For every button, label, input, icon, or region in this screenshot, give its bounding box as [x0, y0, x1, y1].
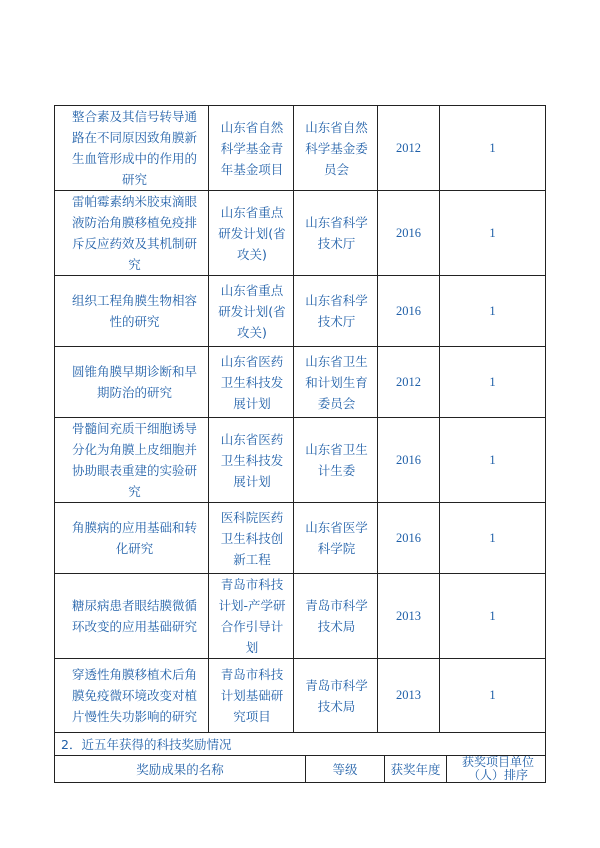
project-type: 山东省自然科学基金青年基金项目: [209, 106, 294, 191]
project-org: 山东省医学科学院: [294, 503, 378, 574]
project-name: 糖尿病患者眼结膜微循环改变的应用基础研究: [55, 574, 209, 659]
project-org: 山东省科学技术厅: [294, 276, 378, 347]
project-rank: 1: [440, 659, 546, 733]
awards-header-row: [55, 756, 546, 783]
research-table: [54, 105, 546, 783]
project-row: [55, 503, 546, 574]
project-rank: 1: [440, 418, 546, 503]
project-row: [55, 191, 546, 276]
project-org: 青岛市科学技术局: [294, 659, 378, 733]
project-name: 穿透性角膜移植术后角膜免疫微环境改变对植片慢性失功影响的研究: [55, 659, 209, 733]
project-rank: 1: [440, 347, 546, 418]
project-row: [55, 574, 546, 659]
project-year: 2012: [378, 347, 440, 418]
project-type: 山东省重点研发计划(省攻关): [209, 191, 294, 276]
project-type: 山东省医药卫生科技发展计划: [209, 347, 294, 418]
header-award-year: 获奖年度: [385, 756, 447, 782]
project-year: 2016: [378, 418, 440, 503]
awards-section-row: [55, 733, 546, 756]
project-year: 2013: [378, 659, 440, 733]
project-name: 雷帕霉素纳米胶束滴眼液防治角膜移植免疫排斥反应药效及其机制研究: [55, 191, 209, 276]
project-name: 角膜病的应用基础和转化研究: [55, 503, 209, 574]
project-org: 山东省卫生计生委: [294, 418, 378, 503]
header-award-name: 奖励成果的名称: [136, 761, 224, 777]
project-name: 圆锥角膜早期诊断和早期防治的研究: [55, 347, 209, 418]
project-rank: 1: [440, 276, 546, 347]
project-name: 组织工程角膜生物相容性的研究: [55, 276, 209, 347]
project-org: 青岛市科学技术局: [294, 574, 378, 659]
project-type: 青岛市科技计划基础研究项目: [209, 659, 294, 733]
project-rank: 1: [440, 191, 546, 276]
project-rank: 1: [440, 574, 546, 659]
project-type: 山东省重点研发计划(省攻关): [209, 276, 294, 347]
header-award-level: 等级: [306, 756, 385, 782]
project-org: 山东省自然科学基金委员会: [294, 106, 378, 191]
awards-section-title: 2．近五年获得的科技奖励情况: [55, 733, 546, 756]
project-year: 2016: [378, 276, 440, 347]
project-year: 2016: [378, 503, 440, 574]
project-year: 2013: [378, 574, 440, 659]
project-org: 山东省科学技术厅: [294, 191, 378, 276]
project-year: 2012: [378, 106, 440, 191]
project-name: 整合素及其信号转导通路在不同原因致角膜新生血管形成中的作用的研究: [55, 106, 209, 191]
header-award-rank: 获奖项目单位（人）排序: [447, 756, 550, 782]
project-rank: 1: [440, 503, 546, 574]
project-rank: 1: [440, 106, 546, 191]
awards-header-table: [55, 756, 549, 782]
project-row: [55, 418, 546, 503]
project-name: 骨髓间充质干细胞诱导分化为角膜上皮细胞并协助眼表重建的实验研究: [55, 418, 209, 503]
project-row: [55, 659, 546, 733]
project-row: [55, 276, 546, 347]
project-type: 山东省医药卫生科技发展计划: [209, 418, 294, 503]
awards-header-container: [55, 756, 546, 783]
project-org: 山东省卫生和计划生育委员会: [294, 347, 378, 418]
project-row: [55, 106, 546, 191]
project-row: [55, 347, 546, 418]
project-year: 2016: [378, 191, 440, 276]
project-type: 医科院医药卫生科技创新工程: [209, 503, 294, 574]
project-type: 青岛市科技计划-产学研合作引导计划: [209, 574, 294, 659]
